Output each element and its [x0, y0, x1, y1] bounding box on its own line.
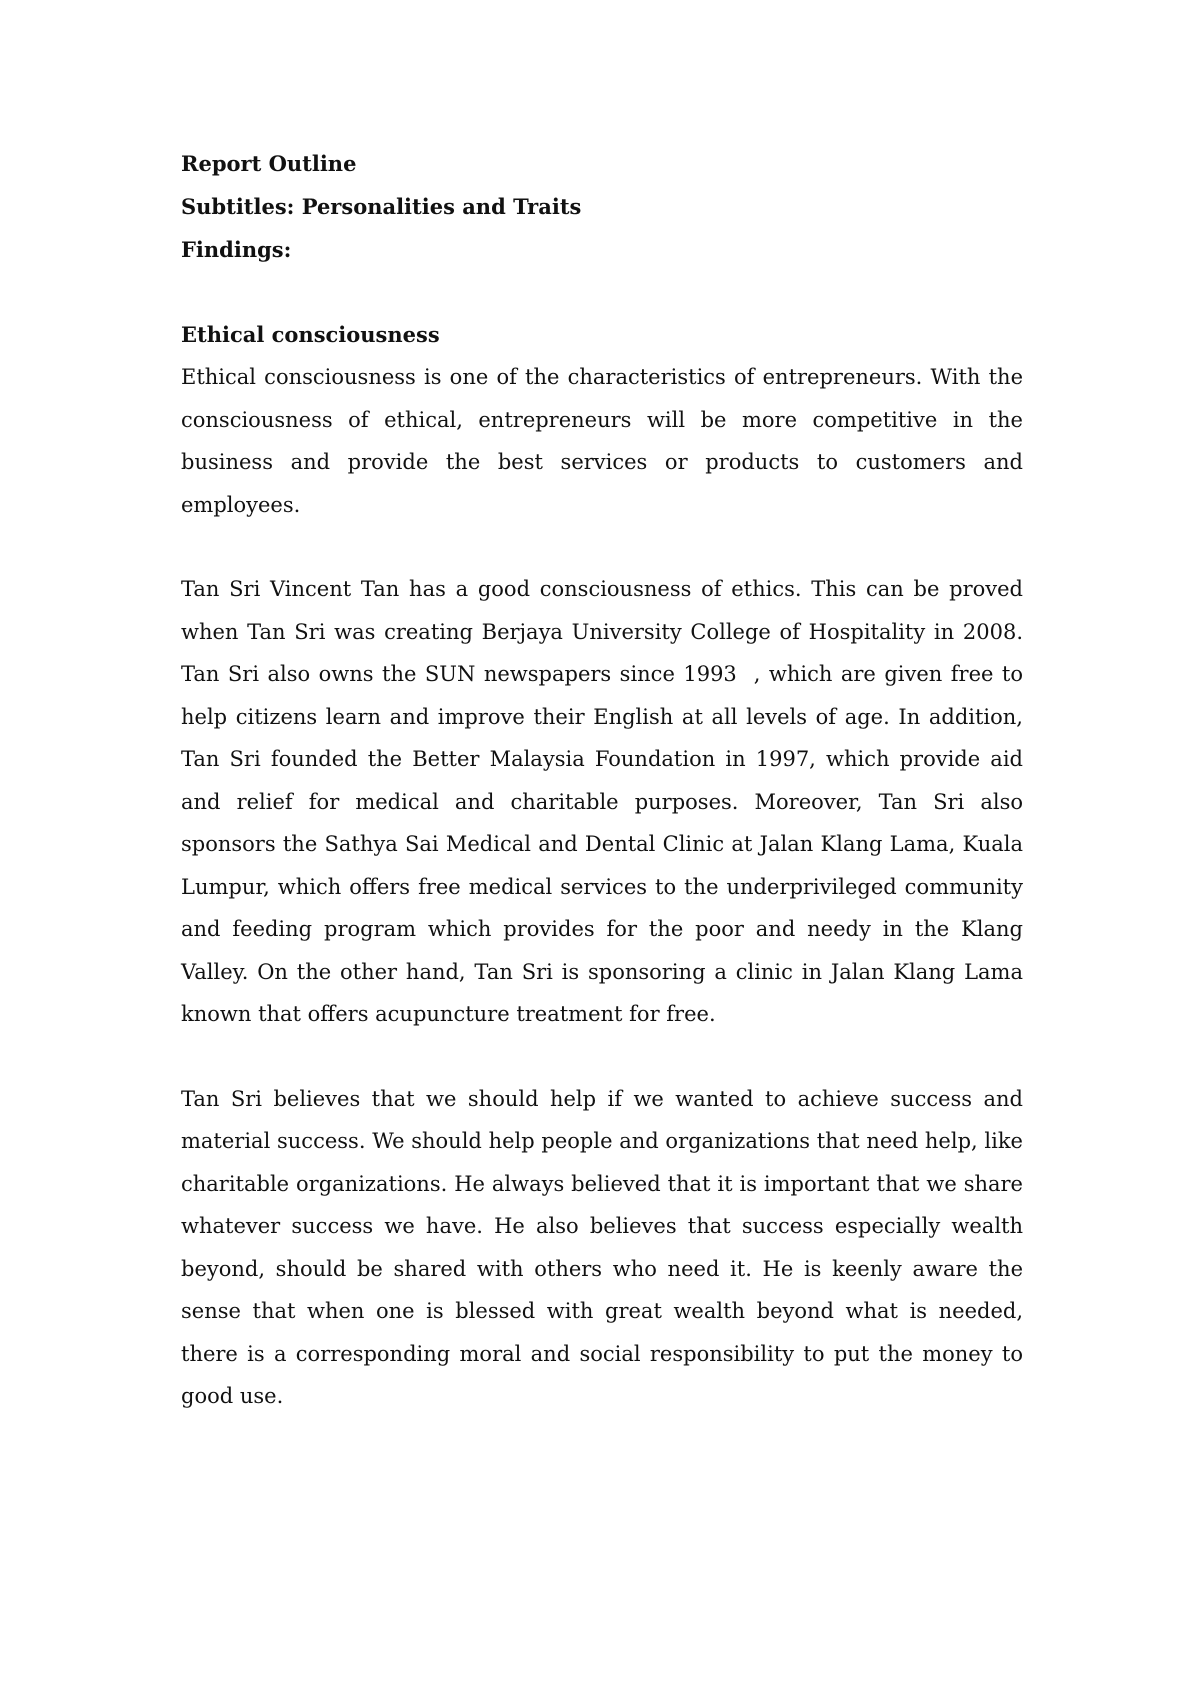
report-title: Report Outline — [181, 151, 357, 176]
paragraph-1: Ethical consciousness is one of the characteristics of entrepreneurs. With the consciousness of ethical, entrepreneurs will be more competitive in the business and provide the best services or products to customers and employees. — [181, 365, 1023, 517]
paragraph-2: Tan Sri Vincent Tan has a good consciousness of ethics. This can be proved when Tan Sri was creating Berjaya University College of Hospitality in 2008. Tan Sri also owns the SUN newspapers since 1993 , which are given free to help citizens learn and improve their English at all levels of age. In addition, Tan Sri founded the Better Malaysia Foundation in 1997, which provide aid and relief for medical and charitable purposes. Moreover, Tan Sri also sponsors the Sathya Sai Medical and Dental Clinic at Jalan Klang Lama, Kuala Lumpur, which offers free medical services to the underprivileged community and feeding program which provides for the poor and needy in the Klang Valley. On the other hand, Tan Sri is sponsoring a clinic in Jalan Klang Lama known that offers acupuncture treatment for free. — [181, 577, 1023, 1026]
report-subtitle: Subtitles: Personalities and Traits — [181, 194, 582, 219]
findings-label: Findings: — [181, 237, 292, 262]
document-body — [181, 142, 1023, 1418]
paragraph-3: Tan Sri believes that we should help if we wanted to achieve success and material success. We should help people and organizations that need help, like charitable organizations. He always believed that it is important that we share whatever success we have. He also believes that success especially wealth beyond, should be shared with others who need it. He is keenly aware the sense that when one is blessed with great wealth beyond what is needed, there is a corresponding moral and social responsibility to put the money to good use. — [181, 1086, 1023, 1408]
section-title: Ethical consciousness — [181, 322, 440, 347]
section-body — [181, 356, 1023, 1418]
